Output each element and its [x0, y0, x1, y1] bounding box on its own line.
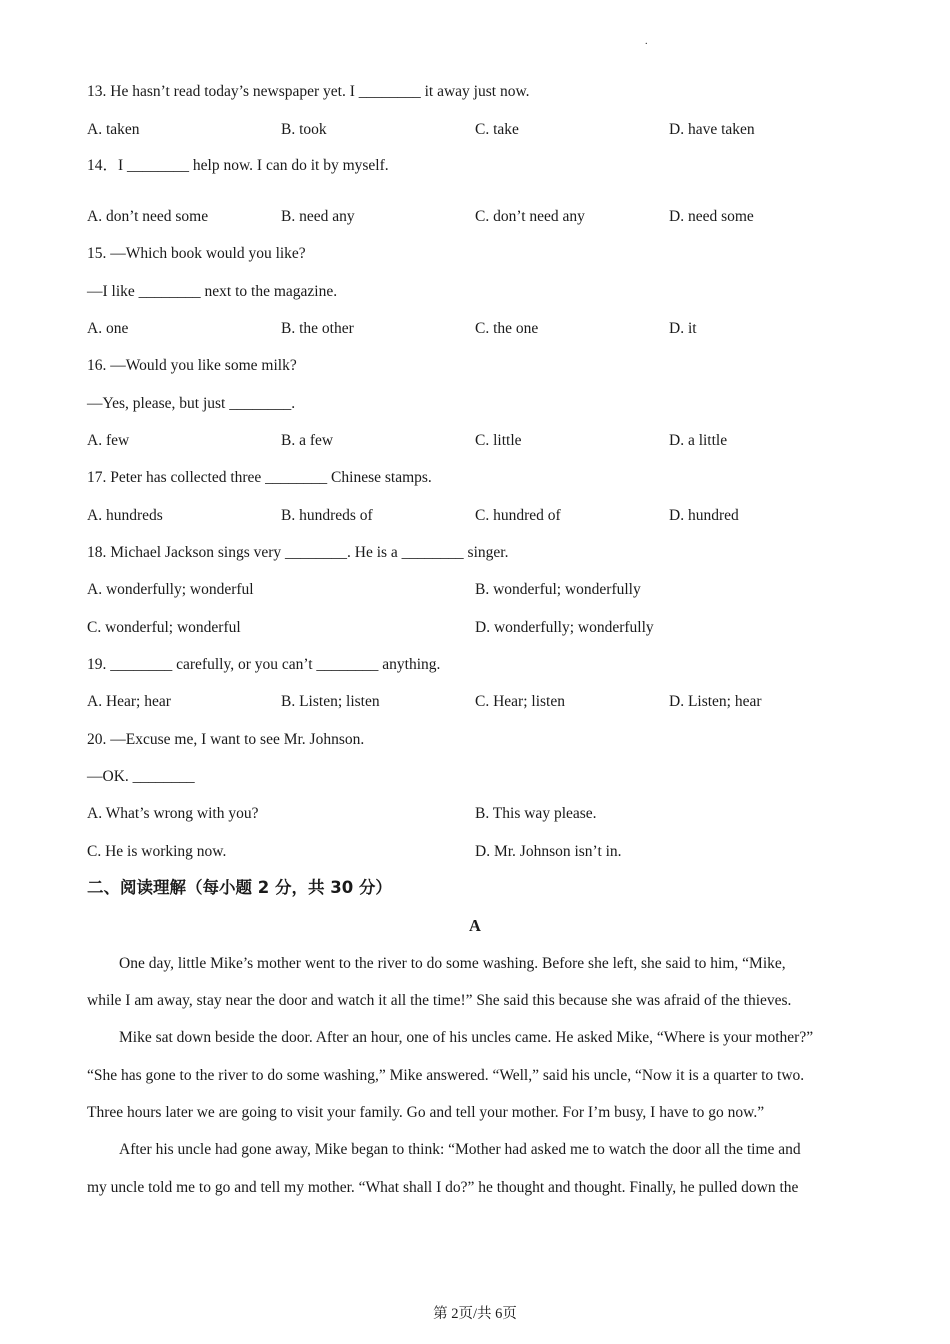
question-15-stem-reply: —I like ________ next to the magazine. [87, 283, 338, 300]
question-19-option-b: B. Listen; listen [281, 693, 380, 710]
question-20-stem: 20. —Excuse me, I want to see Mr. Johnson. [87, 731, 365, 748]
question-16-stem: 16. —Would you like some milk? [87, 357, 297, 374]
question-19-option-a: A. Hear; hear [87, 693, 171, 710]
question-17-option-d: D. hundred [669, 507, 739, 524]
question-15-stem: 15. —Which book would you like? [87, 245, 306, 262]
question-14-option-b: B. need any [281, 208, 355, 225]
passage-line: Three hours later we are going to visit your family. Go and tell your mother. For I’m busy, I have to go now.” [87, 1104, 765, 1121]
question-13-stem: 13. He hasn’t read today’s newspaper yet. I ________ it away just now. [87, 83, 530, 100]
question-17-option-a: A. hundreds [87, 507, 163, 524]
question-13-option-c: C. take [475, 121, 519, 138]
question-13-option-d: D. have taken [669, 121, 755, 138]
question-18-option-d: D. wonderfully; wonderfully [475, 619, 654, 636]
question-15-option-a: A. one [87, 320, 129, 337]
question-14-stem: 14．I ________ help now. I can do it by myself. [87, 157, 389, 174]
passage-line: Mike sat down beside the door. After an hour, one of his uncles came. He asked Mike, “Where is your mother?” [119, 1029, 814, 1046]
question-16-option-c: C. little [475, 432, 522, 449]
question-13-option-a: A. taken [87, 121, 140, 138]
question-16-stem-reply: —Yes, please, but just ________. [87, 395, 296, 412]
question-16-option-d: D. a little [669, 432, 728, 449]
passage-line: “She has gone to the river to do some washing,” Mike answered. “Well,” said his uncle, “Now it is a quarter to two. [87, 1067, 805, 1084]
passage-line: After his uncle had gone away, Mike began to think: “Mother had asked me to watch the door all the time and [119, 1141, 801, 1158]
question-15-option-b: B. the other [281, 320, 354, 337]
question-19-option-c: C. Hear; listen [475, 693, 565, 710]
question-20-stem-reply: —OK. ________ [87, 768, 195, 785]
passage-line: One day, little Mike’s mother went to the river to do some washing. Before she left, she said to him, “Mike, [119, 955, 786, 972]
question-20-option-c: C. He is working now. [87, 843, 227, 860]
question-19-option-d: D. Listen; hear [669, 693, 762, 710]
question-14-option-a: A. don’t need some [87, 208, 209, 225]
question-18-option-b: B. wonderful; wonderfully [475, 581, 641, 598]
question-20-option-d: D. Mr. Johnson isn’t in. [475, 843, 622, 860]
page-mark: . [645, 36, 648, 47]
question-14-option-d: D. need some [669, 208, 754, 225]
question-13-option-b: B. took [281, 121, 327, 138]
question-17-option-c: C. hundred of [475, 507, 561, 524]
question-18-option-c: C. wonderful; wonderful [87, 619, 241, 636]
question-18-option-a: A. wonderfully; wonderful [87, 581, 254, 598]
page-footer: 第 2页/共 6页 [433, 1306, 517, 1322]
question-15-option-c: C. the one [475, 320, 539, 337]
question-18-stem: 18. Michael Jackson sings very ________. He is a ________ singer. [87, 544, 509, 561]
question-17-stem: 17. Peter has collected three ________ Chinese stamps. [87, 469, 432, 486]
question-19-stem: 19. ________ carefully, or you can’t ________ anything. [87, 656, 441, 673]
question-17-option-b: B. hundreds of [281, 507, 373, 524]
question-20-option-a: A. What’s wrong with you? [87, 805, 259, 822]
passage-line: while I am away, stay near the door and watch it all the time!” She said this because she was afraid of the thieves. [87, 992, 792, 1009]
question-15-option-d: D. it [669, 320, 697, 337]
passage-title: A [469, 916, 481, 935]
question-14-option-c: C. don’t need any [475, 208, 585, 225]
question-16-option-a: A. few [87, 432, 130, 449]
question-16-option-b: B. a few [281, 432, 334, 449]
section-heading: 二、阅读理解（每小题 2 分，共 30 分） [87, 878, 392, 897]
question-20-option-b: B. This way please. [475, 805, 597, 822]
passage-line: my uncle told me to go and tell my mother. “What shall I do?” he thought and thought. Finally, he pulled down the [87, 1179, 799, 1196]
